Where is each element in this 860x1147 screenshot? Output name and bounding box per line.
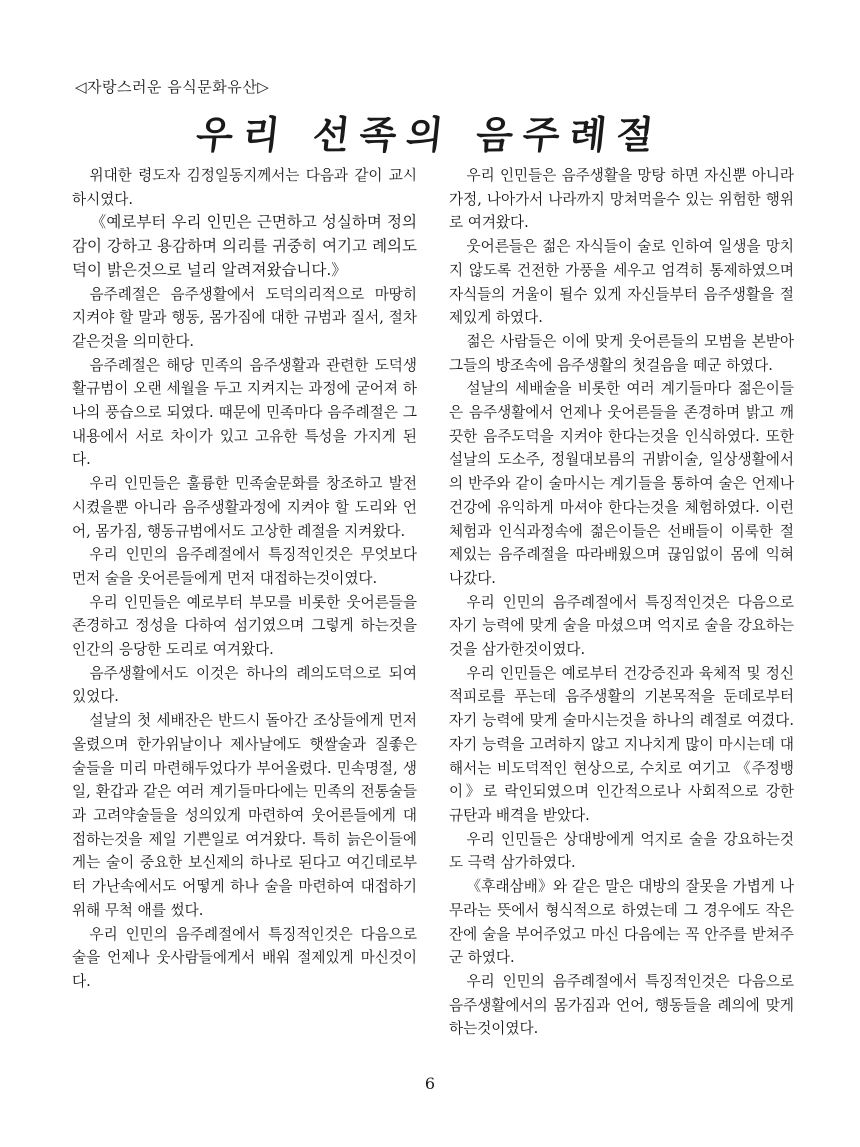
paragraph: 우리 인민의 음주례절에서 특징적인것은 다음으로 술을 언제나 웃사람들에게서 배워 절제있게 마신것이다. [72,925,417,990]
page-number: 6 [424,1074,436,1093]
paragraph: 우리 인민들은 예로부터 부모를 비롯한 웃어른들을 존경하고 정성을 다하여 섬기였으며 그렇게 하는것을 인간의 응당한 도리로 여겨왔다. [72,593,417,659]
quote-paragraph: 《예로부터 우리 인민은 근면하고 성실하며 정의감이 강하고 용감하며 의리를 귀중히 여기고 례의도덕이 밝은것으로 널리 알려져왔습니다.》 [72,213,417,279]
right-column [449,164,794,1041]
paragraph: 설날의 세배술을 비롯한 여러 계기들마다 젊은이들은 음주생활에서 언제나 웃어른들을 존경하며 밝고 깨끗한 음주도덕을 지켜야 한다는것을 인식하였다. 또한 설날의 도소주, 정월대보름의 귀밝이술, 일상생활에서의 반주와 같이 술마시는 계기들을 통하여 술은 언제나 건강에 유익하게 마셔야 한다는것을 체험하였다. 이런 체험과 인식과정속에 젊은이들은 선배들이 이룩한 절제있는 음주례절을 따라배웠으며 끊임없이 몸에 익혀나갔다. [449,380,794,587]
paragraph: 음주례절은 음주생활에서 도덕의리적으로 마땅히 지켜야 할 말과 행동, 몸가짐에 대한 규범과 질서, 절차같은것을 의미한다. [72,285,417,350]
paragraph: 우리 인민의 음주례절에서 특징적인것은 무엇보다먼저 술을 웃어른들에게 먼저 대접하는것이였다. [72,546,417,587]
paragraph: 우리 인민들은 상대방에게 억지로 술을 강요하는것도 극력 삼가하였다. [449,830,794,872]
paragraph: 《후래삼배》와 같은 말은 대방의 잘못을 가볍게 나무라는 뜻에서 형식적으로 하였는데 그 경우에도 작은 잔에 술을 부어주었고 마신 다음에는 꼭 안주를 받쳐주군 하였다. [449,878,794,967]
article-title: 우리 선족의 음주례절 [193,112,666,157]
paragraph: 위대한 령도자 김정일동지께서는 다음과 같이 교시하시였다. [72,167,417,208]
paragraph: 젊은 사람들은 이에 맞게 웃어른들의 모범을 본받아 그들의 방조속에 음주생활의 첫걸음을 떼군 하였다. [449,332,794,374]
series-label: ◁자랑스러운 음식문화유산▷ [75,78,270,96]
left-column [72,164,417,994]
paragraph: 우리 인민의 음주례절에서 특징적인것은 다음으로 음주생활에서의 몸가짐과 언어, 행동들을 례의에 맞게 하는것이였다. [449,972,794,1038]
paragraph: 웃어른들은 젊은 자식들이 술로 인하여 일생을 망치지 않도록 건전한 가풍을 세우고 엄격히 통제하였으며 자식들의 거울이 될수 있게 자신들부터 음주생활을 절제있게 하였다. [449,238,794,327]
paragraph: 음주례절은 해당 민족의 음주생활과 관련한 도덕생활규범이 오랜 세월을 두고 지켜지는 과정에 굳어져 하나의 풍습으로 되였다. 때문에 민족마다 음주례절은 그 내용에서 서로 차이가 있고 고유한 특성을 가지게 된다. [72,356,417,469]
paragraph: 설날의 첫 세배잔은 반드시 돌아간 조상들에게 먼저 올렸으며 한가위날이나 제사날에도 햇쌀술과 질좋은 술들을 미리 마련해두었다가 부어올렸다. 민속명절, 생일, 환갑과 같은 여러 계기들마다에는 민족의 전통술들과 고려약술들을 성의있게 마련하여 웃어른들에게 대접하는것을 제일 기쁜일로 여겨왔다. 특히 늙은이들에게는 술이 중요한 보신제의 하나로 된다고 여긴데로부터 가난속에서도 어떻게 하나 술을 마련하여 대접하기 위해 무척 애를 썼다. [72,712,417,919]
paragraph: 우리 인민들은 예로부터 건강증진과 육체적 및 정신적피로를 푸는데 음주생활의 기본목적을 둔데로부터 자기 능력에 맞게 술마시는것을 하나의 례절로 여겼다. 자기 능력을 고려하지 않고 지나치게 많이 마시는데 대해서는 비도덕적인 현상으로, 수치로 여기고 《주정뱅이》로 락인되였으며 인간적으로나 사회적으로 강한 규탄과 배격을 받았다. [449,664,794,824]
paragraph: 우리 인민들은 음주생활을 망탕 하면 자신뿐 아니라 가정, 나아가서 나라까지 망쳐먹을수 있는 위험한 행위로 여겨왔다. [449,167,794,232]
paragraph: 음주생활에서도 이것은 하나의 례의도덕으로 되여있었다. [72,664,417,706]
paragraph: 우리 인민들은 훌륭한 민족술문화를 창조하고 발전시켰을뿐 아니라 음주생활과정에 지켜야 할 도리와 언어, 몸가짐, 행동규범에서도 고상한 례절을 지켜왔다. [72,475,417,540]
paragraph: 우리 인민의 음주례절에서 특징적인것은 다음으로 자기 능력에 맞게 술을 마셨으며 억지로 술을 강요하는것을 삼가한것이였다. [449,593,794,659]
